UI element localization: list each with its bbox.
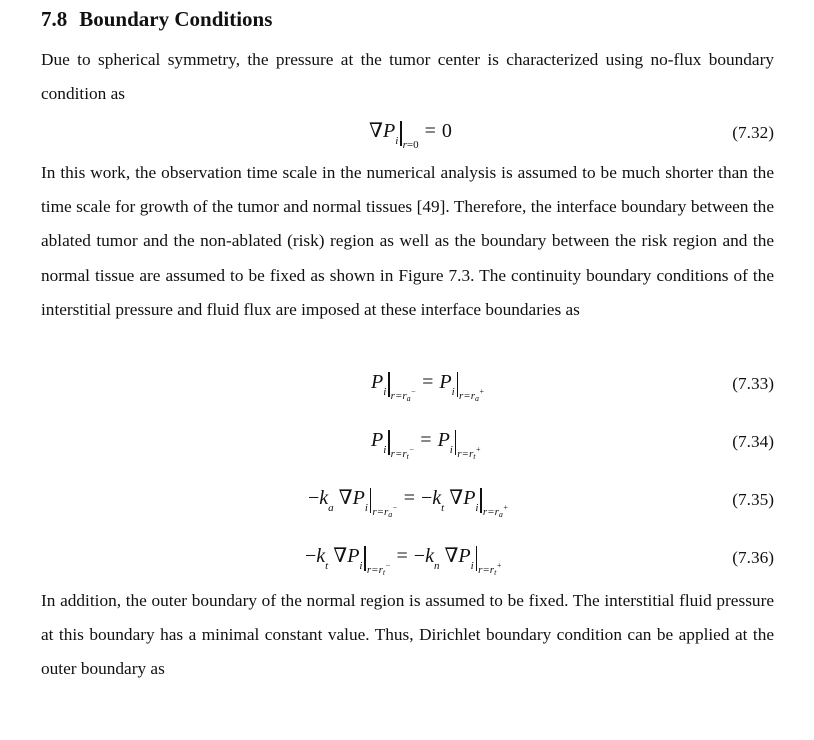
paragraph-1: Due to spherical symmetry, the pressure at the tumor center is characterized using no-flux boundary condition as xyxy=(41,50,774,104)
equation-7-35 xyxy=(0,483,814,523)
equation-7-36-number: (7.36) xyxy=(732,548,774,567)
equation-7-32-number: (7.32) xyxy=(732,123,774,142)
paragraph-2: In this work, the observation time scale in the numerical analysis is assumed to be much shorter than the time scale for growth of the tumor and normal tissues [49]. Therefore, the interface boundary between the ablated tumor and the non-ablated (risk) region as well as the boundary between the risk region and the normal tissue are assumed to be fixed as shown in Figure 7.3. The continuity boundary conditions of the interstitial pressure and fluid flux are imposed at these interface boundaries as xyxy=(41,163,774,319)
equation-7-32-math: $\nabla P_i$ $_{r=0}$= 0 xyxy=(369,120,452,151)
equation-7-32 xyxy=(0,116,814,156)
equation-7-33 xyxy=(0,367,814,407)
equation-7-33-math: $P_i$ $_{r=r_a^-} = P_i$ $_{r=r_a^+}$ xyxy=(371,371,485,403)
section-number: 7.8 xyxy=(41,7,68,31)
equation-7-35-math: $-k_a$ $\nabla P_i$ $_{r=r_a^-} = -k_t$ $\nabla P_i$ $_{r=r_a^+}$ xyxy=(308,487,509,519)
equation-7-33-number: (7.33) xyxy=(732,374,774,393)
equation-7-34-number: (7.34) xyxy=(732,432,774,451)
paragraph-3: In addition, the outer boundary of the normal region is assumed to be fixed. The interstitial fluid pressure at this boundary has a minimal constant value. Thus, Dirichlet boundary condition can be applied at the outer boundary as xyxy=(41,591,774,679)
equation-7-34 xyxy=(0,425,814,465)
equation-7-35-number: (7.35) xyxy=(732,490,774,509)
equation-7-34-math: $P_i$ $_{r=r_t^-} = P_i$ $_{r=r_t^+}$ xyxy=(371,429,481,461)
section-title: Boundary Conditions xyxy=(79,7,273,31)
equation-7-36 xyxy=(0,541,814,581)
section-heading xyxy=(41,7,272,32)
equation-7-36-math: $-k_t$ $\nabla P_i$ $_{r=r_t^-} = -k_n$ $\nabla P_i$ $_{r=r_t^+}$ xyxy=(305,545,502,577)
